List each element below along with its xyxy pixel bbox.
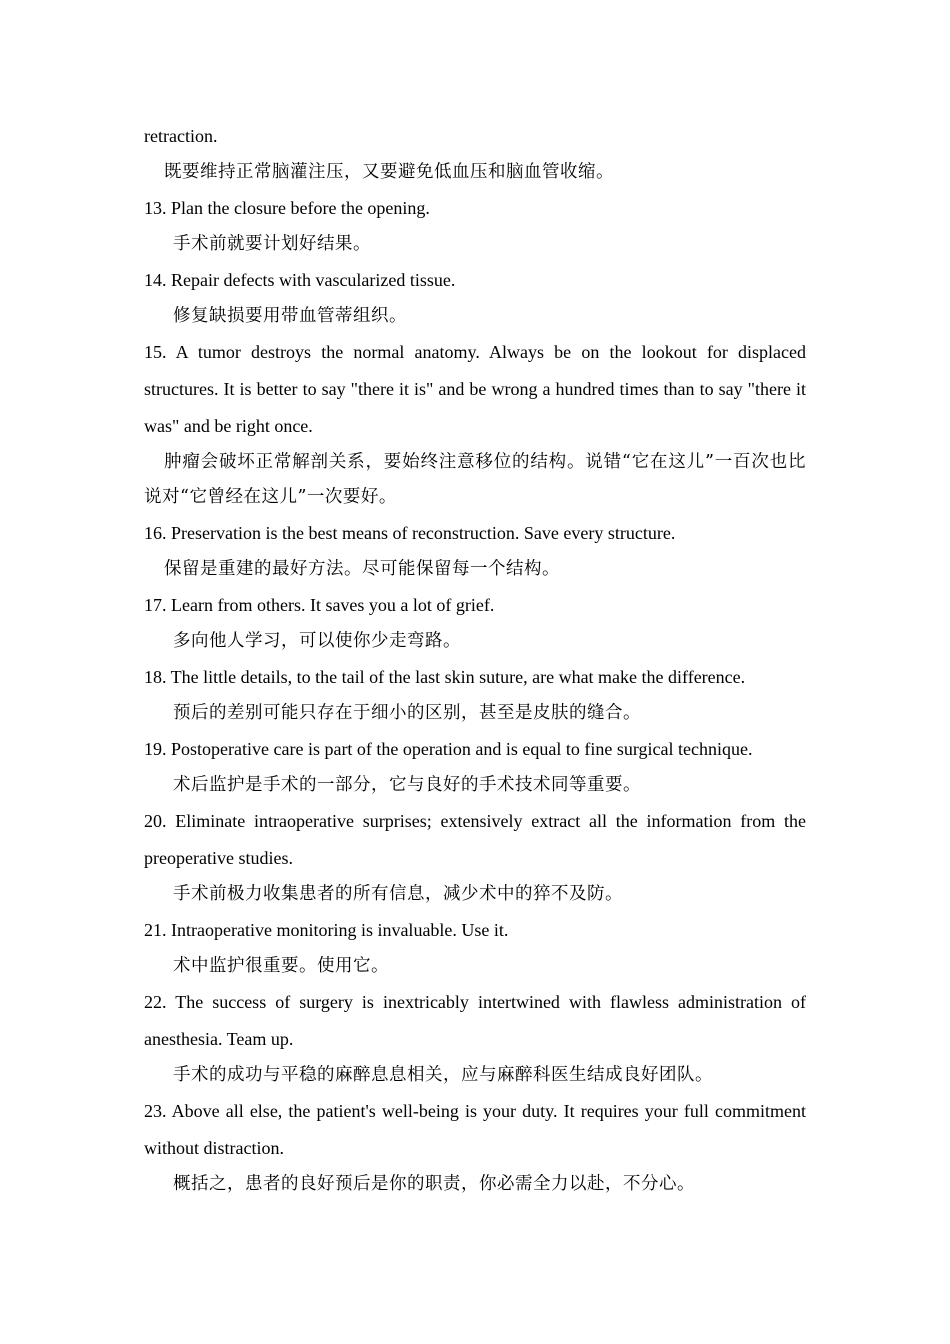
english-paragraph: 17. Learn from others. It saves you a lot of grief.: [144, 595, 495, 615]
chinese-translation: 概括之，患者的良好预后是你的职责，你必需全力以赴，不分心。: [173, 1174, 695, 1194]
english-paragraph: 23. Above all else, the patient's well-being is your duty. It requires your full commitment without distraction.: [144, 1101, 806, 1158]
english-paragraph: 19. Postoperative care is part of the operation and is equal to fine surgical technique.: [144, 739, 753, 759]
english-paragraph: retraction.: [144, 126, 218, 146]
english-paragraph: 13. Plan the closure before the opening.: [144, 198, 430, 218]
english-paragraph: 16. Preservation is the best means of reconstruction. Save every structure.: [144, 523, 676, 543]
chinese-translation: 既要维持正常脑灌注压，又要避免低血压和脑血管收缩。: [164, 162, 614, 182]
chinese-translation: 手术的成功与平稳的麻醉息息相关，应与麻醉科医生结成良好团队。: [173, 1065, 713, 1085]
english-paragraph: 18. The little details, to the tail of the last skin suture, are what make the difference.: [144, 667, 746, 687]
chinese-translation: 手术前就要计划好结果。: [173, 234, 371, 254]
document-body: [144, 118, 806, 1202]
english-paragraph: 22. The success of surgery is inextricably intertwined with flawless administration of anesthesia. Team up.: [144, 992, 806, 1049]
chinese-translation: 保留是重建的最好方法。尽可能保留每一个结构。: [164, 559, 560, 579]
chinese-translation: 手术前极力收集患者的所有信息，减少术中的猝不及防。: [173, 884, 623, 904]
english-paragraph: 14. Repair defects with vascularized tissue.: [144, 270, 456, 290]
english-paragraph: 20. Eliminate intraoperative surprises; extensively extract all the information from the preoperative studies.: [144, 811, 806, 868]
chinese-translation: 修复缺损要用带血管蒂组织。: [173, 306, 407, 326]
chinese-translation: 术后监护是手术的一部分，它与良好的手术技术同等重要。: [173, 775, 641, 795]
chinese-translation: 术中监护很重要。使用它。: [173, 956, 389, 976]
english-paragraph: 21. Intraoperative monitoring is invaluable. Use it.: [144, 920, 509, 940]
chinese-translation: 肿瘤会破坏正常解剖关系，要始终注意移位的结构。说错“它在这儿”一百次也比说对“它曾经在这儿”一次要好。: [144, 452, 806, 507]
english-paragraph: 15. A tumor destroys the normal anatomy. Always be on the lookout for displaced structures. It is better to say "there it is" and be wrong a hundred times than to say "there it was" and be right once.: [144, 342, 806, 436]
chinese-translation: 预后的差别可能只存在于细小的区别，甚至是皮肤的缝合。: [173, 703, 641, 723]
chinese-translation: 多向他人学习，可以使你少走弯路。: [173, 631, 461, 651]
